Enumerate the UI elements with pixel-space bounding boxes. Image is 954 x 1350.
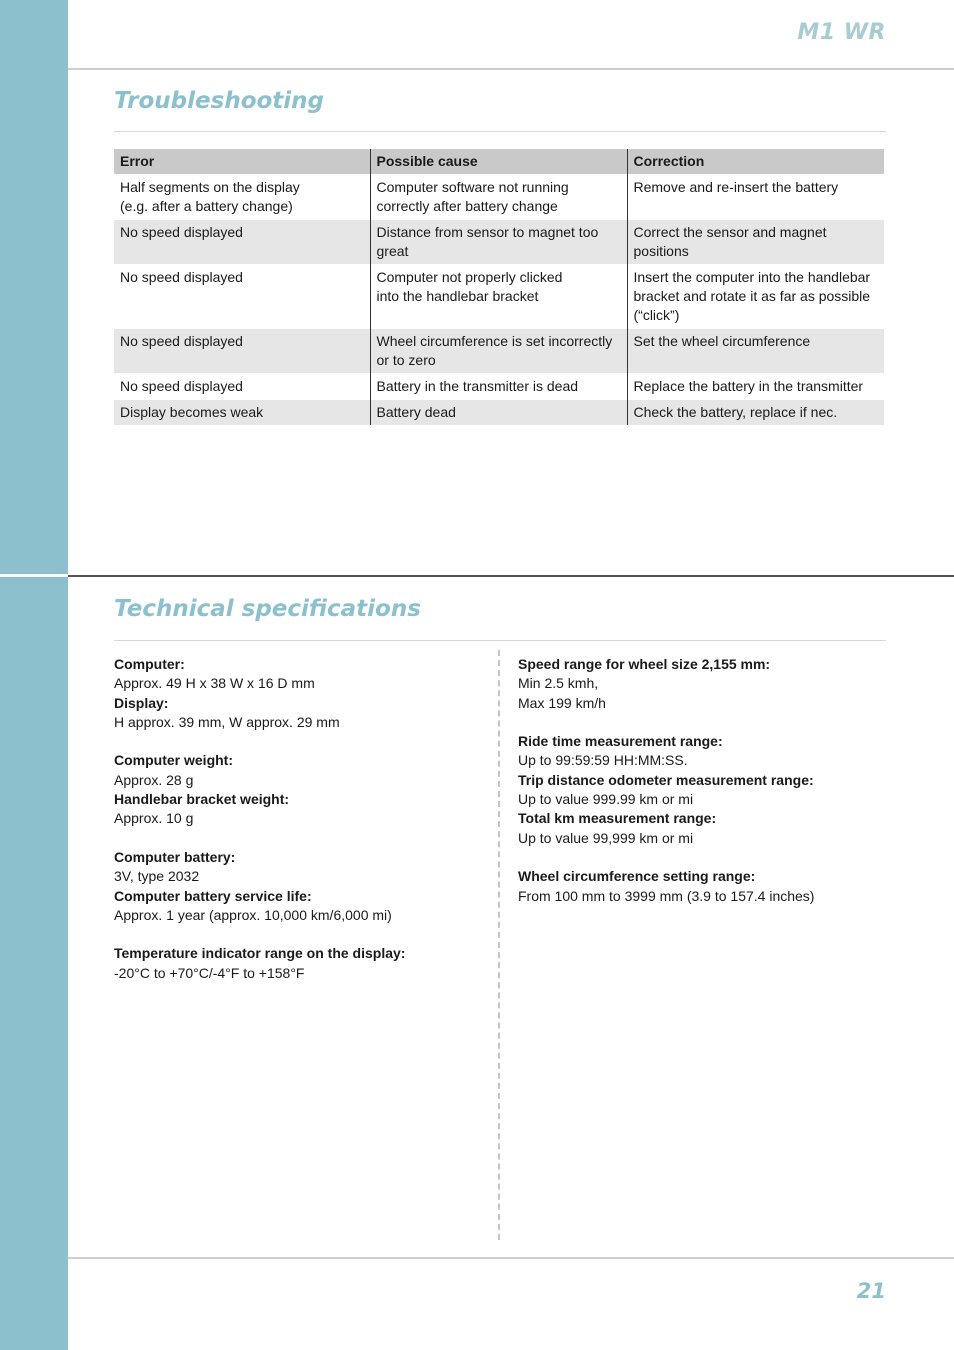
table-row — [114, 374, 884, 400]
column-divider — [498, 650, 500, 1240]
cause-cell: Distance from sensor to magnet too great — [370, 220, 627, 265]
section-divider — [68, 575, 954, 577]
brand-title: M1 WR — [797, 20, 886, 45]
spec-label: Temperature indicator range on the display: — [114, 945, 406, 962]
correction-cell: Replace the battery in the transmitter — [627, 374, 884, 400]
sidebar-band — [0, 0, 68, 1350]
spec-item — [114, 848, 484, 887]
specs-title: Technical specifications — [114, 596, 421, 622]
spec-value: Approx. 49 H x 38 W x 16 D mm — [114, 675, 315, 692]
spec-value: Min 2.5 kmh, Max 199 km/h — [518, 675, 606, 711]
spec-label: Computer battery: — [114, 848, 236, 865]
column-header-error: Error — [114, 149, 370, 175]
spec-item — [518, 732, 888, 771]
spec-value: Approx. 28 g — [114, 771, 194, 788]
spec-value: Up to value 999.99 km or mi — [518, 791, 694, 808]
correction-cell: Set the wheel circumference — [627, 329, 884, 374]
spec-label: Computer battery service life: — [114, 887, 312, 904]
error-cell: No speed displayed — [114, 220, 370, 265]
spec-label: Ride time measurement range: — [518, 733, 723, 750]
spec-item — [518, 809, 888, 848]
column-header-cause: Possible cause — [370, 149, 627, 175]
spec-value: H approx. 39 mm, W approx. 29 mm — [114, 713, 340, 730]
spec-item — [518, 867, 888, 906]
column-header-correction: Correction — [627, 149, 884, 175]
table-row — [114, 175, 884, 220]
spec-label: Computer weight: — [114, 752, 233, 769]
spec-label: Trip distance odometer measurement range: — [518, 771, 814, 788]
spec-value: Approx. 10 g — [114, 810, 194, 827]
table-row — [114, 220, 884, 265]
troubleshooting-table — [114, 149, 884, 425]
spec-label: Speed range for wheel size 2,155 mm: — [518, 656, 771, 672]
error-cell: No speed displayed — [114, 374, 370, 400]
spec-label: Computer: — [114, 656, 185, 672]
spec-value: 3V, type 2032 — [114, 868, 200, 885]
spec-item — [114, 790, 484, 829]
troubleshooting-rule — [114, 131, 886, 132]
spec-value: Up to value 99,999 km or mi — [518, 829, 694, 846]
correction-cell: Insert the computer into the handlebar bracket and rotate it as far as possible (“click”) — [627, 265, 884, 329]
spec-label: Display: — [114, 694, 169, 711]
table-row — [114, 329, 884, 374]
spec-item — [114, 655, 484, 694]
error-cell: No speed displayed — [114, 329, 370, 374]
error-cell: Half segments on the display (e.g. after a battery change) — [114, 175, 370, 220]
spec-value: Up to 99:59:59 HH:MM:SS. — [518, 752, 688, 769]
spec-value: -20°C to +70°C/-4°F to +158°F — [114, 964, 305, 981]
footer-rule — [68, 1257, 954, 1259]
spec-label: Total km measurement range: — [518, 810, 717, 827]
cause-cell: Computer not properly clicked into the handlebar bracket — [370, 265, 627, 329]
spec-item — [114, 694, 484, 733]
spec-item — [518, 655, 888, 713]
cause-cell: Battery dead — [370, 400, 627, 426]
cause-cell: Computer software not running correctly after battery change — [370, 175, 627, 220]
table-row — [114, 265, 884, 329]
specs-left-column — [114, 655, 484, 983]
table-header-row — [114, 149, 884, 175]
spec-item — [114, 751, 484, 790]
cause-cell: Battery in the transmitter is dead — [370, 374, 627, 400]
correction-cell: Remove and re-insert the battery — [627, 175, 884, 220]
spec-item — [518, 771, 888, 810]
spec-item — [114, 944, 484, 983]
spec-label: Handlebar bracket weight: — [114, 791, 290, 808]
spec-item — [114, 887, 484, 926]
spec-value: From 100 mm to 3999 mm (3.9 to 157.4 inches) — [518, 887, 815, 904]
table-row — [114, 400, 884, 426]
spec-label: Wheel circumference setting range: — [518, 868, 756, 885]
spec-value: Approx. 1 year (approx. 10,000 km/6,000 mi) — [114, 906, 392, 923]
cause-cell: Wheel circumference is set incorrectly or to zero — [370, 329, 627, 374]
troubleshooting-title: Troubleshooting — [114, 88, 325, 114]
page-number: 21 — [856, 1279, 886, 1303]
specs-rule — [114, 640, 886, 641]
correction-cell: Check the battery, replace if nec. — [627, 400, 884, 426]
sidebar-divider — [0, 574, 68, 577]
error-cell: Display becomes weak — [114, 400, 370, 426]
correction-cell: Correct the sensor and magnet positions — [627, 220, 884, 265]
header-rule — [68, 68, 954, 70]
error-cell: No speed displayed — [114, 265, 370, 329]
specs-right-column — [518, 655, 888, 906]
